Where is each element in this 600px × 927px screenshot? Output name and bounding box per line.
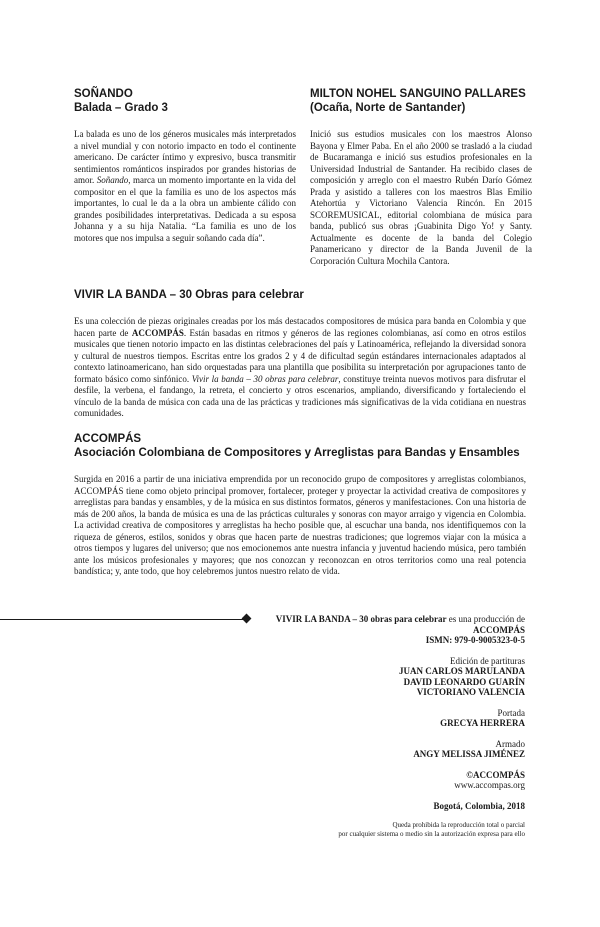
copyright-line: ©ACCOMPÁS — [466, 769, 525, 780]
composer-name: MILTON NOHEL SANGUINO PALLARES — [310, 88, 526, 100]
collection-text: Es una colección de piezas originales creadas por los más destacados compositores de música para banda en Colombia y que hacen parte de — [74, 316, 526, 338]
collection-text: . Están basadas en ritmos y géneros de las regiones colombianas, así como en otros estilos musicales que tienen notorio impacto en las distintas celebraciones del país y Latinoamérica, reflejando la diversidad sonora y cultural de nuestros tiempos. Escritas entre los grados 2 y 4 de dificultad según estándares internacionales adaptados al contexto latinoamericano, han sido orquestadas para una plantilla que posibilita su interpretación por agrupaciones tanto de formato básico como sinfónico. — [74, 327, 526, 384]
association-description: Surgida en 2016 a partir de una iniciativa emprendida por un reconocido grupo de compositores y arreglistas colombianos, ACCOMPÁS tiene como objeto principal promover, fortalecer, proteger y proyectar la actividad creativa de compositores y arreglistas para bandas y ensambles, y de la música en sus distintos formatos, géneros y manifestaciones. Con una historia de más de 200 años, la banda de música es una de las prácticas culturales y sonoras con mayor arraigo y vigencia en Colombia. La actividad creativa de compositores y arreglistas ha hecho posible que, al escuchar una banda, nos identifiquemos con la riqueza de géneros, estilos, sonidos y obras que hacen parte de nuestras tradiciones; que logremos viajar con la música a otros tiempos y lugares del universo; que nos emocionemos ante nuestra infancia y juventud haciendo música, pero también ante los músicos profesionales y mayores; que nos conozcan y reconozcan en otros territorios como una real potencia bandística; y, ante todo, que hoy celebremos juntos nuestro relato de vida. — [74, 474, 526, 576]
publication-place: Bogotá, Colombia, 2018 — [433, 800, 525, 811]
work-description-part: La balada es uno de los géneros musicales más interpretados a nivel mundial y con notorio impacto en todo el continente americano. De carácter íntimo y expresivo, busca transmitir sentimientos románticos inspirados por grandes historias de amor. — [74, 129, 296, 185]
collection-section — [74, 288, 526, 420]
editor-name: JUAN CARLOS MARULANDA — [399, 666, 525, 676]
website-link[interactable]: www.accompas.org — [454, 780, 525, 790]
work-title-inline: Soñando — [96, 175, 129, 185]
work-title: SOÑANDO — [74, 88, 133, 100]
cover-label: Portada — [497, 707, 525, 718]
editor-name: DAVID LEONARDO GUARÍN — [403, 676, 525, 687]
credits-block — [195, 614, 525, 839]
composer-origin: (Ocaña, Norte de Santander) — [310, 102, 466, 114]
collection-title-inline: Vivir la banda – 30 obras para celebrar — [191, 373, 339, 384]
composer-bio-column — [310, 87, 532, 267]
layout-label: Armado — [495, 738, 525, 749]
association-section — [74, 432, 526, 578]
association-full-name: Asociación Colombiana de Compositores y Arreglistas para Bandas y Ensambles — [74, 447, 520, 459]
collection-description — [74, 316, 526, 420]
work-subtitle: Balada – Grado 3 — [74, 102, 168, 114]
composer-bio: Inició sus estudios musicales con los maestros Alonso Bayona y Elmer Paba. En el año 2000 se trasladó a la ciudad de Bucaramanga e inició sus estudios profesionales en la Universidad Industrial de Santander. Ha recibido clases de composición y arreglo con el maestro Rubén Darío Gómez Prada y asistido a talleres con los maestros Blas Emilio Atehortúa y Victoriano Valencia Rincón. En 2015 SCOREMUSICAL, editorial colombiana de música para banda, publicó sus obras ¡Guabinita Digo Yo! y Santy. Actualmente es docente de la banda del Colegio Panamericano y director de la Banda Juvenil de la Corporación Cultura Mochila Cantora. — [310, 129, 532, 266]
work-description-column — [74, 87, 296, 244]
production-title: VIVIR LA BANDA – 30 obras para celebrar — [275, 614, 447, 624]
ismn-number: ISMN: 979-0-9005323-0-5 — [425, 635, 525, 645]
editor-name: VICTORIANO VALENCIA — [416, 687, 525, 697]
rights-notice: por cualquier sistema o medio sin la autorización expresa para ello — [338, 830, 525, 838]
producer-name: ACCOMPÁS — [473, 624, 525, 635]
cover-designer: GRECYA HERRERA — [440, 718, 525, 728]
production-text: es una producción de — [446, 614, 525, 624]
edition-label: Edición de partituras — [450, 655, 525, 666]
work-description-part: , marca un momento importante en la vida del compositor en el que la familia es uno de los aspectos más importantes, lo cual le da a la obra un ambiente cálido con grandes posibilidades interpretativas. Dedicada a su esposa Johanna y a su hija Natalia. “La familia es uno de los motores que nos impulsa a seguir soñando cada día”. — [74, 175, 297, 243]
production-line — [195, 614, 525, 625]
layout-designer: ANGY MELISSA JIMÉNEZ — [413, 749, 525, 759]
association-title: ACCOMPÁS — [74, 433, 142, 445]
rights-notice: Queda prohibida la reproducción total o parcial — [392, 821, 525, 829]
collection-text: , constituye treinta nuevos motivos para disfrutar el desfile, la verbena, el fandango, la retreta, el concierto y otros escenarios, ampliando, diversificando y fortaleciendo el vínculo de la banda de música con cada una de las prácticas y tradiciones más significativas de la vida cotidiana en nuestras comunidades. — [74, 373, 526, 418]
work-description — [74, 129, 296, 244]
collection-title: VIVIR LA BANDA – 30 Obras para celebrar — [74, 289, 304, 301]
brand-name: ACCOMPÁS — [131, 327, 184, 338]
